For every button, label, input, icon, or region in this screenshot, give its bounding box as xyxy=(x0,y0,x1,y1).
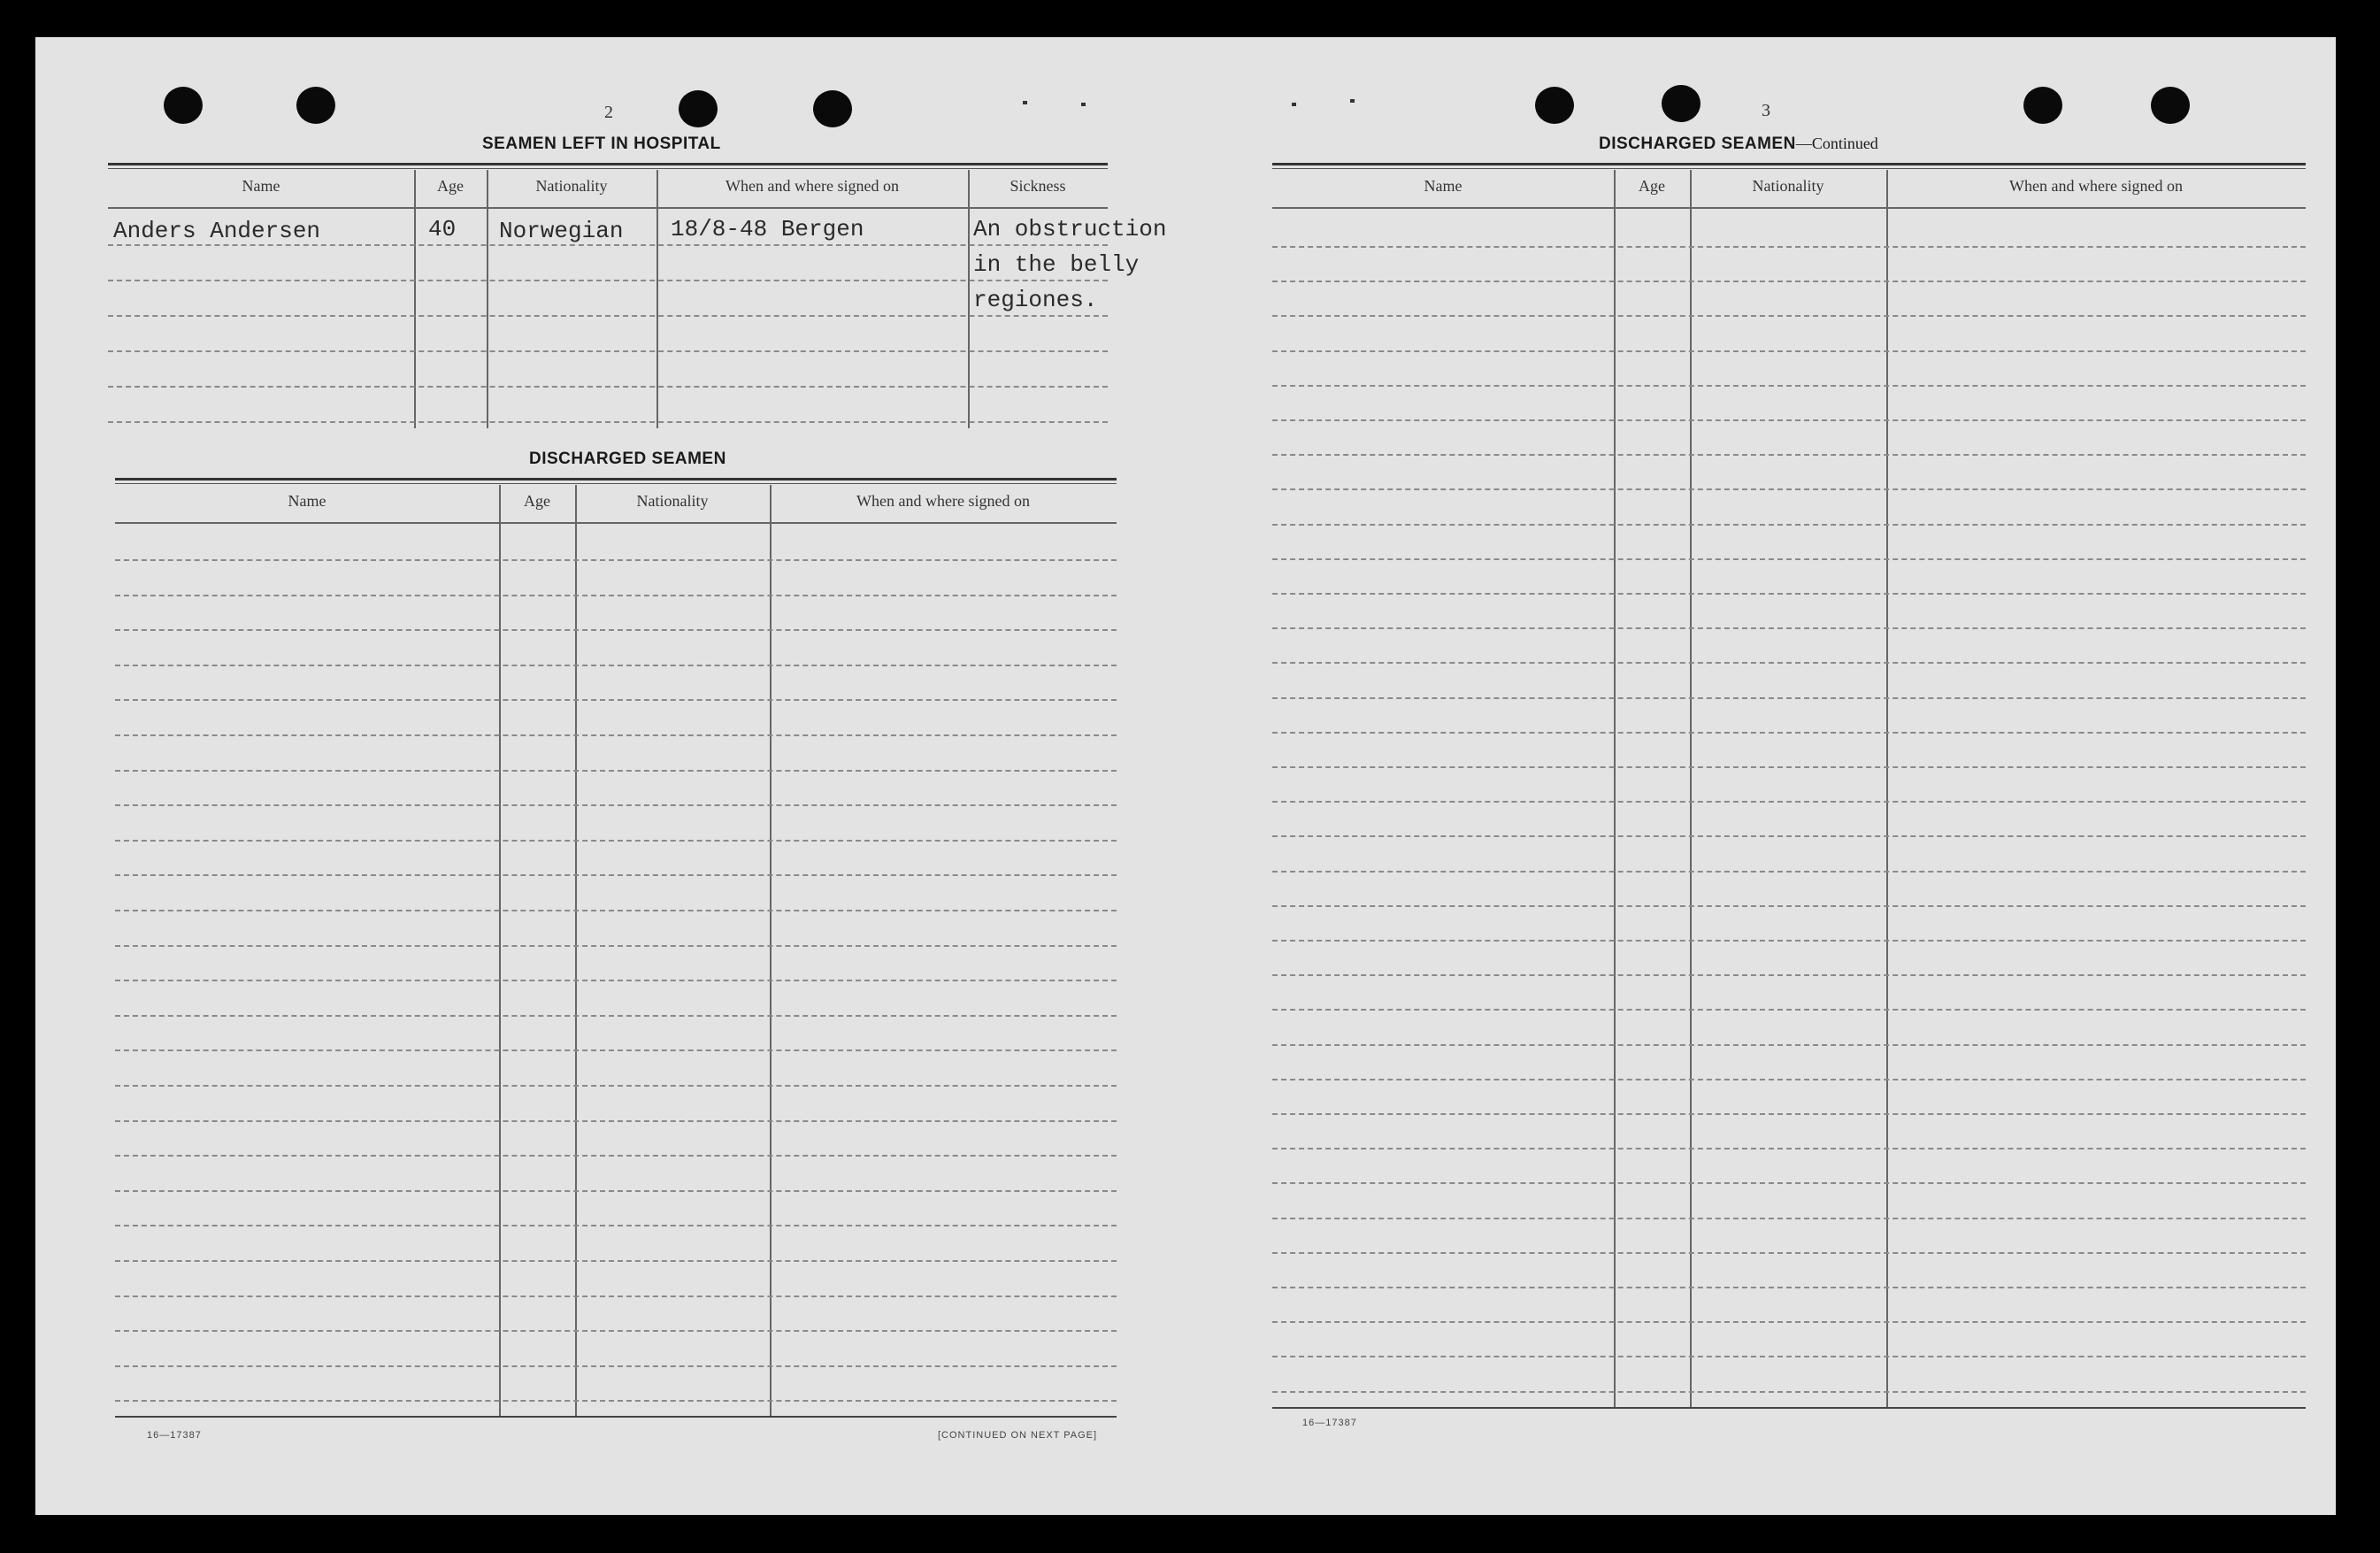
page-number-left: 2 xyxy=(604,103,613,122)
column-header-name: Name xyxy=(1424,177,1463,195)
row-rule xyxy=(1272,488,2306,490)
column-header-signed-on: When and where signed on xyxy=(726,177,899,195)
row-rule xyxy=(1272,697,2306,699)
row-rule xyxy=(1272,1182,2306,1184)
row-rule xyxy=(115,1330,1117,1332)
discharged-continued-table xyxy=(1272,163,2306,1409)
row-rule xyxy=(108,280,1108,281)
row-rule xyxy=(115,1085,1117,1087)
column-header-signed-on: When and where signed on xyxy=(856,492,1030,510)
column-divider xyxy=(1690,170,1692,1409)
hospital-entry-age: 40 xyxy=(428,216,457,242)
row-rule xyxy=(115,559,1117,561)
discharged-table xyxy=(115,478,1117,1418)
column-divider xyxy=(575,485,577,1418)
row-rule xyxy=(115,770,1117,772)
row-rule xyxy=(115,1049,1117,1051)
discharged-section-title: DISCHARGED SEAMEN xyxy=(529,450,726,468)
right-section-title xyxy=(1599,135,1878,154)
row-rule xyxy=(108,350,1108,352)
column-header-name: Name xyxy=(288,492,326,510)
row-rule xyxy=(1272,905,2306,907)
row-rule xyxy=(1272,524,2306,526)
punch-hole xyxy=(1662,85,1701,122)
row-rule xyxy=(1272,558,2306,560)
header-rule xyxy=(1272,207,2306,209)
column-divider xyxy=(1614,170,1616,1409)
punch-hole xyxy=(813,90,852,127)
column-header-name: Name xyxy=(242,177,280,195)
row-rule xyxy=(1272,801,2306,803)
row-rule xyxy=(1272,419,2306,421)
column-header-nationality: Nationality xyxy=(1752,177,1824,195)
table-top-rule xyxy=(1272,163,2306,165)
column-header-nationality: Nationality xyxy=(636,492,709,510)
header-rule xyxy=(108,207,1108,209)
row-rule xyxy=(1272,1148,2306,1149)
row-rule xyxy=(115,980,1117,981)
row-rule xyxy=(108,315,1108,317)
column-divider xyxy=(770,485,772,1418)
punch-hole xyxy=(2023,87,2062,124)
row-rule xyxy=(108,244,1108,246)
row-rule xyxy=(115,874,1117,876)
hospital-section-title: SEAMEN LEFT IN HOSPITAL xyxy=(482,135,721,153)
hospital-table xyxy=(108,163,1167,428)
row-rule xyxy=(115,910,1117,911)
row-rule xyxy=(1272,1356,2306,1357)
header-rule xyxy=(115,522,1117,524)
column-divider xyxy=(499,485,501,1418)
column-header-age: Age xyxy=(524,492,550,510)
row-rule xyxy=(1272,246,2306,248)
punch-hole xyxy=(164,87,203,124)
row-rule xyxy=(115,629,1117,631)
speck-mark xyxy=(1023,101,1027,104)
right-title-suffix: —Continued xyxy=(1795,135,1878,152)
row-rule xyxy=(1272,350,2306,352)
row-rule xyxy=(1272,766,2306,768)
row-rule xyxy=(1272,1321,2306,1323)
row-rule xyxy=(1272,940,2306,942)
row-rule xyxy=(115,1365,1117,1367)
punch-hole xyxy=(679,90,718,127)
hospital-entry-name: Anders Andersen xyxy=(113,218,321,244)
continued-note: [CONTINUED ON NEXT PAGE] xyxy=(938,1430,1098,1441)
hospital-entry-sickness-line: regiones. xyxy=(973,287,1098,313)
row-rule xyxy=(1272,1009,2306,1011)
row-rule xyxy=(1272,385,2306,387)
column-header-sickness: Sickness xyxy=(1010,177,1066,195)
scanned-document-spread xyxy=(35,37,2336,1515)
right-title-main: DISCHARGED SEAMEN xyxy=(1599,135,1796,153)
punch-hole xyxy=(1535,87,1574,124)
row-rule xyxy=(1272,732,2306,734)
row-rule xyxy=(1272,662,2306,664)
row-rule xyxy=(115,595,1117,596)
row-rule xyxy=(115,945,1117,947)
row-rule xyxy=(1272,974,2306,976)
punch-hole xyxy=(296,87,335,124)
column-header-nationality: Nationality xyxy=(535,177,608,195)
row-rule xyxy=(1272,627,2306,629)
row-rule xyxy=(115,1120,1117,1122)
column-header-age: Age xyxy=(437,177,464,195)
row-rule xyxy=(115,1225,1117,1226)
row-rule xyxy=(1272,281,2306,282)
row-rule xyxy=(115,1260,1117,1262)
row-rule xyxy=(115,734,1117,736)
row-rule xyxy=(1272,593,2306,595)
row-rule xyxy=(115,804,1117,806)
column-divider xyxy=(1886,170,1888,1409)
column-header-age: Age xyxy=(1639,177,1665,195)
speck-mark xyxy=(1081,103,1086,106)
row-rule xyxy=(108,421,1108,423)
table-bottom-rule xyxy=(1272,1407,2306,1409)
table-bottom-rule xyxy=(115,1416,1117,1418)
row-rule xyxy=(115,1015,1117,1017)
page-number-right: 3 xyxy=(1762,101,1770,120)
row-rule xyxy=(1272,454,2306,456)
hospital-entry-signed-on: 18/8-48 Bergen xyxy=(671,216,864,242)
row-rule xyxy=(1272,1391,2306,1393)
form-number-left: 16—17387 xyxy=(147,1430,202,1441)
hospital-entry-nationality: Norwegian xyxy=(499,218,624,244)
column-header-signed-on: When and where signed on xyxy=(2009,177,2183,195)
row-rule xyxy=(1272,1252,2306,1254)
row-rule xyxy=(1272,1079,2306,1080)
row-rule xyxy=(115,1295,1117,1297)
row-rule xyxy=(1272,315,2306,317)
row-rule xyxy=(1272,835,2306,837)
table-top-rule xyxy=(108,163,1108,165)
row-rule xyxy=(1272,1287,2306,1288)
row-rule xyxy=(1272,1218,2306,1219)
row-rule xyxy=(115,699,1117,701)
row-rule xyxy=(115,665,1117,666)
row-rule xyxy=(115,840,1117,842)
speck-mark xyxy=(1292,103,1296,106)
row-rule xyxy=(115,1400,1117,1402)
speck-mark xyxy=(1350,99,1355,103)
row-rule xyxy=(108,386,1108,388)
row-rule xyxy=(1272,1113,2306,1115)
hospital-entry-sickness-line: in the belly xyxy=(973,251,1140,278)
row-rule xyxy=(1272,1044,2306,1046)
hospital-entry-sickness-line: An obstruction xyxy=(973,216,1167,242)
row-rule xyxy=(1272,871,2306,873)
punch-hole xyxy=(2151,87,2190,124)
row-rule xyxy=(115,1155,1117,1157)
form-number-right: 16—17387 xyxy=(1302,1418,1357,1428)
table-top-rule xyxy=(115,478,1117,481)
row-rule xyxy=(115,1190,1117,1192)
